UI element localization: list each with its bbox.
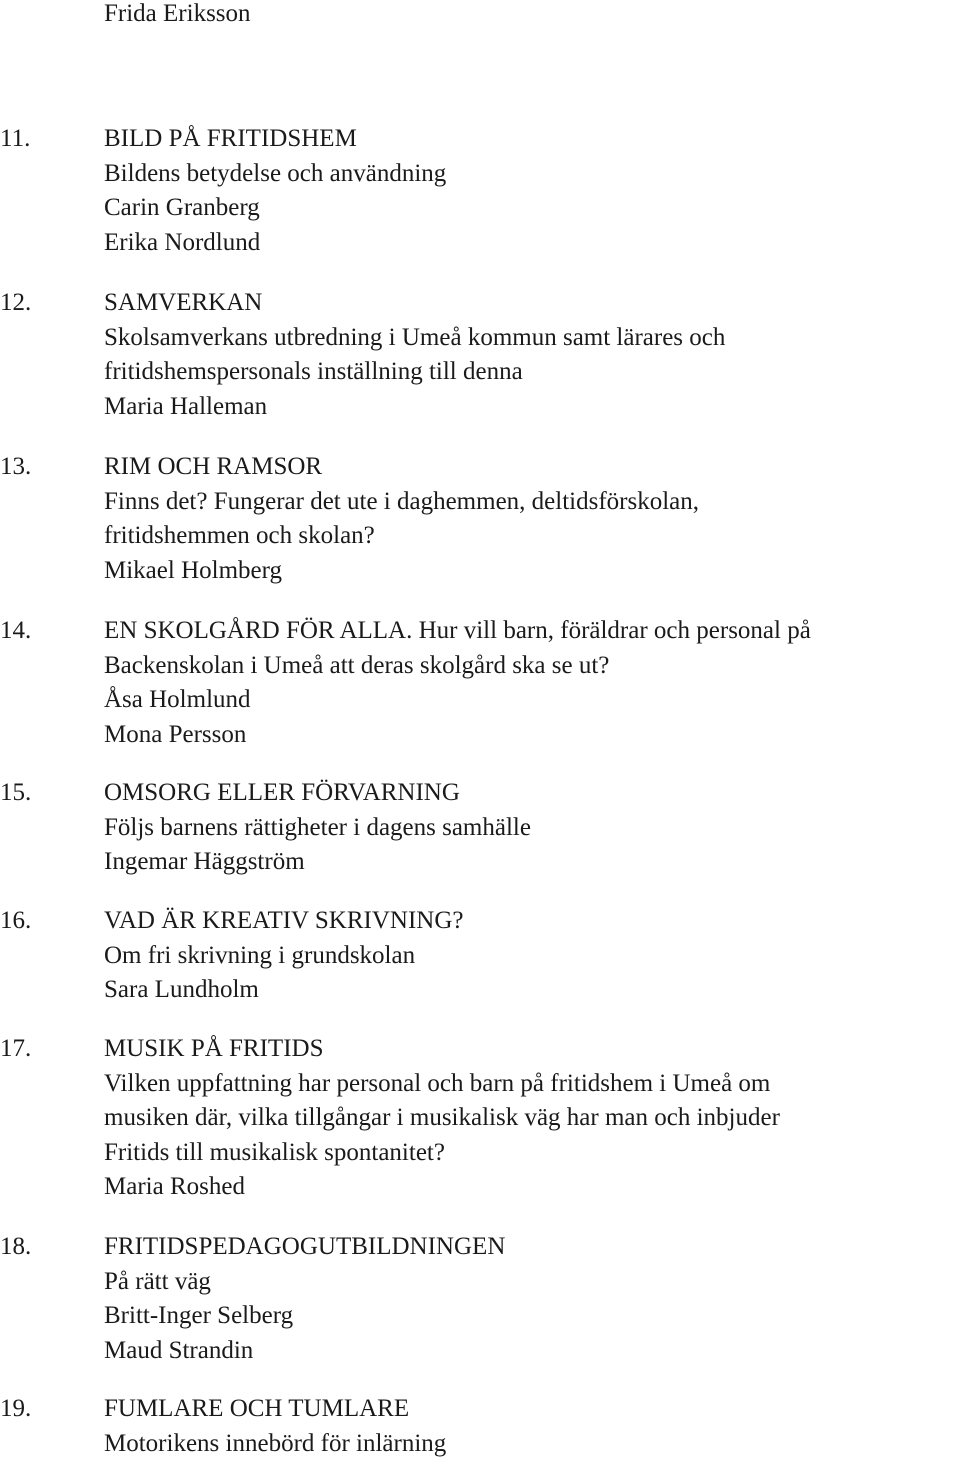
entry-line: Motorikens innebörd för inlärning xyxy=(104,1429,447,1457)
entry-line: Vilken uppfattning har personal och barn på fritidshem i Umeå om xyxy=(104,1069,771,1097)
entry-line: Erika Nordlund xyxy=(104,228,261,256)
entry-line: Sara Lundholm xyxy=(104,976,259,1003)
entry-line: fritidshemmen och skolan? xyxy=(104,522,375,549)
entry-number: 19. xyxy=(0,1395,32,1422)
entry-line: Maud Strandin xyxy=(104,1336,254,1364)
entry-number: 11. xyxy=(0,125,31,152)
entry-line: Carin Granberg xyxy=(104,194,260,221)
entry-line: fritidshemspersonals inställning till denna xyxy=(104,358,523,385)
entry-number: 14. xyxy=(0,617,32,644)
entry-title: SAMVERKAN xyxy=(104,289,263,316)
entry-line: Om fri skrivning i grundskolan xyxy=(104,941,416,969)
entry-title: RIM OCH RAMSOR xyxy=(104,453,323,480)
entry-number: 16. xyxy=(0,907,32,934)
entry-line: Backenskolan i Umeå att deras skolgård ska se ut? xyxy=(104,651,610,679)
entry-title: OMSORG ELLER FÖRVARNING xyxy=(104,779,460,806)
entry-line: Mona Persson xyxy=(104,720,247,748)
entry-title: FRITIDSPEDAGOGUTBILDNINGEN xyxy=(104,1233,506,1260)
entry-line: Britt-Inger Selberg xyxy=(104,1302,294,1329)
entry-line: Maria Halleman xyxy=(104,392,268,420)
entry-line: Bildens betydelse och användning xyxy=(104,159,447,187)
entry-line: Finns det? Fungerar det ute i daghemmen, deltidsförskolan, xyxy=(104,487,700,515)
entry-number: 12. xyxy=(0,289,32,316)
entry-line: Åsa Holmlund xyxy=(104,686,251,713)
entry-line: Fritids till musikalisk spontanitet? xyxy=(104,1138,445,1166)
entry-title: BILD PÅ FRITIDSHEM xyxy=(104,125,357,152)
entry-number: 15. xyxy=(0,779,32,806)
author-name: Frida Eriksson xyxy=(104,0,251,27)
entry-line: Mikael Holmberg xyxy=(104,556,282,584)
entry-title: VAD ÄR KREATIV SKRIVNING? xyxy=(104,907,464,934)
entry-title: MUSIK PÅ FRITIDS xyxy=(104,1035,324,1062)
entry-line: musiken där, vilka tillgångar i musikalisk väg har man och inbjuder xyxy=(104,1104,780,1131)
entry-title: EN SKOLGÅRD FÖR ALLA. Hur vill barn, föräldrar och personal på xyxy=(104,617,811,644)
entry-line: Maria Roshed xyxy=(104,1173,245,1200)
entry-number: 13. xyxy=(0,453,32,480)
entry-line: Följs barnens rättigheter i dagens samhälle xyxy=(104,813,531,841)
entry-title: FUMLARE OCH TUMLARE xyxy=(104,1395,410,1422)
entry-number: 17. xyxy=(0,1035,32,1062)
entry-number: 18. xyxy=(0,1233,32,1260)
entry-line: Ingemar Häggström xyxy=(104,848,305,875)
entry-line: På rätt väg xyxy=(104,1267,211,1295)
entry-line: Skolsamverkans utbredning i Umeå kommun samt lärares och xyxy=(104,323,726,351)
